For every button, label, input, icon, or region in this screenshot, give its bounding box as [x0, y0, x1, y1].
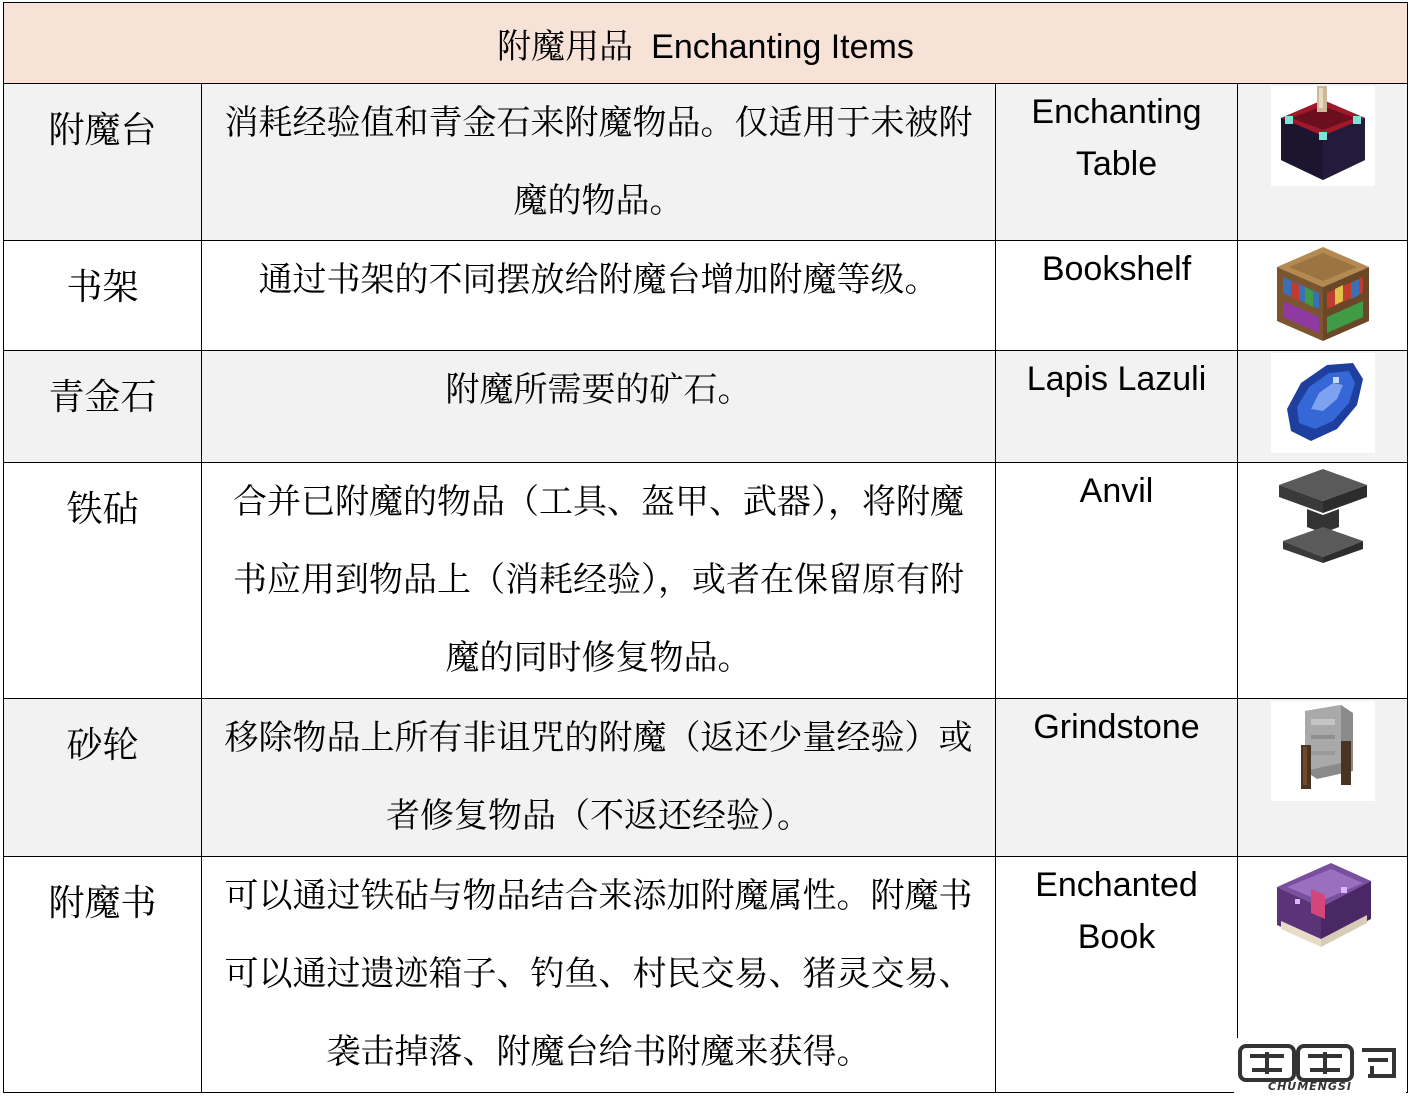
- title-cn: 附魔用品: [497, 26, 634, 67]
- title-en: Enchanting Items: [651, 27, 914, 66]
- item-name-cn: 铁砧: [4, 463, 202, 699]
- item-name-en: Anvil: [996, 463, 1238, 699]
- item-name-en: Bookshelf: [996, 241, 1238, 351]
- table-title: [4, 3, 1408, 84]
- item-name-en: Enchanting Table: [996, 84, 1238, 241]
- watermark-text: CHUMENGSI: [1268, 1080, 1352, 1093]
- item-name-cn: 附魔书: [4, 857, 202, 1093]
- item-image-cell: [1238, 463, 1408, 699]
- table-row: [4, 857, 1408, 1093]
- item-name-cn: 附魔台: [4, 84, 202, 241]
- item-name-en: Grindstone: [996, 699, 1238, 857]
- item-image-cell: [1238, 699, 1408, 857]
- item-image-cell: [1238, 351, 1408, 463]
- enchanting-table-icon: [1271, 86, 1375, 186]
- bookshelf-icon: [1271, 243, 1375, 343]
- item-description: 移除物品上所有非诅咒的附魔（返还少量经验）或者修复物品（不返还经验）。: [202, 699, 996, 857]
- item-description: 附魔所需要的矿石。: [202, 351, 996, 463]
- item-image-cell: [1238, 241, 1408, 351]
- grindstone-icon: [1271, 701, 1375, 801]
- item-description: 合并已附魔的物品（工具、盔甲、武器），将附魔书应用到物品上（消耗经验），或者在保留原有附魔的同时修复物品。: [202, 463, 996, 699]
- item-description: 可以通过铁砧与物品结合来添加附魔属性。附魔书可以通过遗迹箱子、钓鱼、村民交易、猪灵交易、袭击掉落、附魔台给书附魔来获得。: [202, 857, 996, 1093]
- item-description: 通过书架的不同摆放给附魔台增加附魔等级。: [202, 241, 996, 351]
- watermark-logo: [1234, 1038, 1406, 1096]
- table-row: [4, 699, 1408, 857]
- lapis-lazuli-icon: [1271, 353, 1375, 453]
- item-name-en: Enchanted Book: [996, 857, 1238, 1093]
- enchanting-items-table: [3, 2, 1408, 1093]
- item-name-cn: 青金石: [4, 351, 202, 463]
- table-row: [4, 463, 1408, 699]
- anvil-icon: [1271, 465, 1375, 565]
- item-name-en: Lapis Lazuli: [996, 351, 1238, 463]
- item-description: 消耗经验值和青金石来附魔物品。仅适用于未被附魔的物品。: [202, 84, 996, 241]
- table-row: [4, 241, 1408, 351]
- item-image-cell: [1238, 84, 1408, 241]
- item-name-cn: 砂轮: [4, 699, 202, 857]
- table-row: [4, 351, 1408, 463]
- table-row: [4, 84, 1408, 241]
- enchanted-book-icon: [1271, 859, 1375, 959]
- item-name-cn: 书架: [4, 241, 202, 351]
